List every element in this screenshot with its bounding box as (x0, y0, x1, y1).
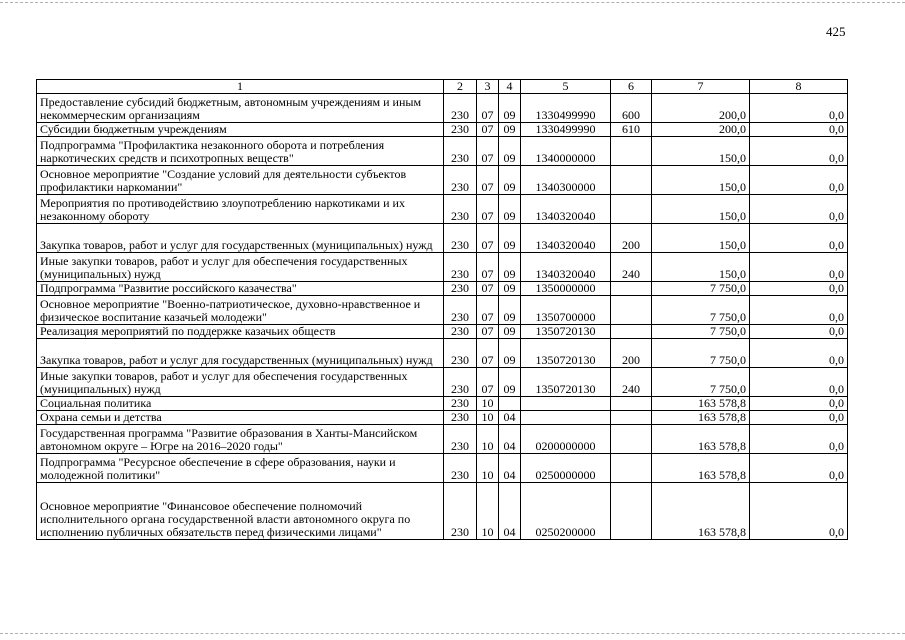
row-name-cell: Закупка товаров, работ и услуг для государственных (муниципальных) нужд (37, 339, 444, 368)
ministry-code-cell: 230 (444, 123, 477, 137)
row-name-cell: Подпрограмма "Развитие российского казачества" (37, 282, 444, 296)
amount-change-cell: 0,0 (750, 195, 848, 224)
table-row (37, 166, 848, 195)
amount-cell: 150,0 (652, 253, 750, 282)
row-name-cell: Закупка товаров, работ и услуг для государственных (муниципальных) нужд (37, 224, 444, 253)
amount-cell: 200,0 (652, 123, 750, 137)
amount-cell: 7 750,0 (652, 282, 750, 296)
subsection-code-cell: 09 (499, 137, 521, 166)
table-row (37, 411, 848, 425)
amount-cell: 150,0 (652, 195, 750, 224)
subsection-code-cell: 09 (499, 123, 521, 137)
target-article-cell: 1330499990 (521, 94, 611, 123)
row-name-cell: Основное мероприятие "Финансовое обеспечение полномочий исполнительного органа государственной власти автономного округа по исполнению публичных обязательств перед физическими лицами" (37, 483, 444, 540)
row-name-cell: Реализация мероприятий по поддержке казачьих обществ (37, 325, 444, 339)
subsection-code-cell: 04 (499, 483, 521, 540)
target-article-cell: 1330499990 (521, 123, 611, 137)
subsection-code-cell: 09 (499, 195, 521, 224)
target-article-cell: 1340300000 (521, 166, 611, 195)
row-name-cell: Подпрограмма "Профилактика незаконного оборота и потребления наркотических средств и психотропных веществ" (37, 137, 444, 166)
row-name-cell: Охрана семьи и детства (37, 411, 444, 425)
target-article-cell: 1350720130 (521, 368, 611, 397)
section-code-cell: 07 (477, 123, 499, 137)
table-row (37, 339, 848, 368)
expense-type-cell: 600 (611, 94, 652, 123)
row-name-cell: Социальная политика (37, 397, 444, 411)
target-article-cell (521, 411, 611, 425)
table-row (37, 253, 848, 282)
amount-change-cell: 0,0 (750, 296, 848, 325)
amount-change-cell: 0,0 (750, 123, 848, 137)
amount-cell: 150,0 (652, 224, 750, 253)
amount-change-cell: 0,0 (750, 166, 848, 195)
section-code-cell: 07 (477, 166, 499, 195)
expense-type-cell (611, 483, 652, 540)
amount-cell: 7 750,0 (652, 325, 750, 339)
row-name-cell: Предоставление субсидий бюджетным, автономным учреждениям и иным некоммерческим организациям (37, 94, 444, 123)
ministry-code-cell: 230 (444, 397, 477, 411)
section-code-cell: 10 (477, 425, 499, 454)
subsection-code-cell: 09 (499, 224, 521, 253)
column-header: 6 (611, 80, 652, 94)
amount-change-cell: 0,0 (750, 253, 848, 282)
subsection-code-cell: 09 (499, 94, 521, 123)
amount-cell: 163 578,8 (652, 411, 750, 425)
row-name-cell: Основное мероприятие "Создание условий для деятельности субъектов профилактики наркомании" (37, 166, 444, 195)
table-row (37, 94, 848, 123)
table-header-row (37, 80, 848, 94)
target-article-cell: 1340320040 (521, 195, 611, 224)
target-article-cell: 1340320040 (521, 253, 611, 282)
table-row (37, 325, 848, 339)
scan-bottom-edge (0, 633, 905, 634)
column-header: 4 (499, 80, 521, 94)
row-name-cell: Государственная программа "Развитие образования в Ханты-Мансийском автономном округе – Югре на 2016–2020 годы" (37, 425, 444, 454)
section-code-cell: 07 (477, 282, 499, 296)
ministry-code-cell: 230 (444, 339, 477, 368)
amount-change-cell: 0,0 (750, 224, 848, 253)
ministry-code-cell: 230 (444, 483, 477, 540)
section-code-cell: 07 (477, 339, 499, 368)
amount-change-cell: 0,0 (750, 454, 848, 483)
table-row (37, 195, 848, 224)
expense-type-cell (611, 454, 652, 483)
amount-cell: 7 750,0 (652, 368, 750, 397)
amount-cell: 163 578,8 (652, 397, 750, 411)
ministry-code-cell: 230 (444, 166, 477, 195)
scan-top-edge (0, 2, 905, 3)
ministry-code-cell: 230 (444, 137, 477, 166)
row-name-cell: Субсидии бюджетным учреждениям (37, 123, 444, 137)
amount-cell: 7 750,0 (652, 296, 750, 325)
subsection-code-cell: 09 (499, 282, 521, 296)
section-code-cell: 07 (477, 296, 499, 325)
section-code-cell: 10 (477, 397, 499, 411)
subsection-code-cell: 09 (499, 368, 521, 397)
expense-type-cell (611, 397, 652, 411)
target-article-cell: 1350000000 (521, 282, 611, 296)
ministry-code-cell: 230 (444, 325, 477, 339)
expense-type-cell: 240 (611, 368, 652, 397)
amount-change-cell: 0,0 (750, 397, 848, 411)
target-article-cell: 0250000000 (521, 454, 611, 483)
amount-cell: 150,0 (652, 137, 750, 166)
section-code-cell: 10 (477, 411, 499, 425)
expense-type-cell (611, 195, 652, 224)
target-article-cell: 1350700000 (521, 296, 611, 325)
amount-change-cell: 0,0 (750, 483, 848, 540)
section-code-cell: 07 (477, 195, 499, 224)
section-code-cell: 07 (477, 325, 499, 339)
target-article-cell: 0250200000 (521, 483, 611, 540)
table-row (37, 397, 848, 411)
budget-table (36, 79, 848, 540)
expense-type-cell: 200 (611, 339, 652, 368)
column-header: 5 (521, 80, 611, 94)
table-row (37, 282, 848, 296)
ministry-code-cell: 230 (444, 454, 477, 483)
ministry-code-cell: 230 (444, 296, 477, 325)
ministry-code-cell: 230 (444, 411, 477, 425)
amount-cell: 163 578,8 (652, 425, 750, 454)
amount-cell: 150,0 (652, 166, 750, 195)
column-header: 8 (750, 80, 848, 94)
subsection-code-cell: 09 (499, 253, 521, 282)
amount-change-cell: 0,0 (750, 411, 848, 425)
section-code-cell: 07 (477, 368, 499, 397)
page-number: 425 (826, 24, 846, 39)
table-row (37, 454, 848, 483)
amount-change-cell: 0,0 (750, 282, 848, 296)
amount-change-cell: 0,0 (750, 368, 848, 397)
section-code-cell: 07 (477, 94, 499, 123)
expense-type-cell: 240 (611, 253, 652, 282)
table-row (37, 368, 848, 397)
row-name-cell: Иные закупки товаров, работ и услуг для обеспечения государственных (муниципальных) нужд (37, 368, 444, 397)
target-article-cell (521, 397, 611, 411)
expense-type-cell (611, 425, 652, 454)
table-row (37, 483, 848, 540)
expense-type-cell (611, 137, 652, 166)
row-name-cell: Мероприятия по противодействию злоупотреблению наркотиками и их незаконному обороту (37, 195, 444, 224)
column-header: 3 (477, 80, 499, 94)
column-header: 7 (652, 80, 750, 94)
ministry-code-cell: 230 (444, 425, 477, 454)
table-row (37, 137, 848, 166)
ministry-code-cell: 230 (444, 224, 477, 253)
amount-cell: 163 578,8 (652, 483, 750, 540)
amount-change-cell: 0,0 (750, 339, 848, 368)
subsection-code-cell: 09 (499, 325, 521, 339)
amount-change-cell: 0,0 (750, 425, 848, 454)
row-name-cell: Основное мероприятие "Военно-патриотическое, духовно-нравственное и физическое воспитание казачьей молодежи" (37, 296, 444, 325)
expense-type-cell (611, 166, 652, 195)
table-row (37, 425, 848, 454)
expense-type-cell: 610 (611, 123, 652, 137)
section-code-cell: 07 (477, 224, 499, 253)
table-row (37, 296, 848, 325)
ministry-code-cell: 230 (444, 195, 477, 224)
table-row (37, 224, 848, 253)
subsection-code-cell: 04 (499, 411, 521, 425)
amount-change-cell: 0,0 (750, 94, 848, 123)
target-article-cell: 1350720130 (521, 325, 611, 339)
section-code-cell: 10 (477, 454, 499, 483)
section-code-cell: 07 (477, 253, 499, 282)
subsection-code-cell: 09 (499, 339, 521, 368)
target-article-cell: 1340320040 (521, 224, 611, 253)
row-name-cell: Подпрограмма "Ресурсное обеспечение в сфере образования, науки и молодежной политики" (37, 454, 444, 483)
ministry-code-cell: 230 (444, 253, 477, 282)
amount-change-cell: 0,0 (750, 325, 848, 339)
subsection-code-cell: 04 (499, 454, 521, 483)
amount-cell: 7 750,0 (652, 339, 750, 368)
amount-cell: 200,0 (652, 94, 750, 123)
target-article-cell: 1350720130 (521, 339, 611, 368)
subsection-code-cell: 04 (499, 425, 521, 454)
expense-type-cell (611, 296, 652, 325)
column-header: 1 (37, 80, 444, 94)
section-code-cell: 07 (477, 137, 499, 166)
table-row (37, 123, 848, 137)
ministry-code-cell: 230 (444, 282, 477, 296)
target-article-cell: 1340000000 (521, 137, 611, 166)
expense-type-cell (611, 282, 652, 296)
expense-type-cell (611, 411, 652, 425)
amount-cell: 163 578,8 (652, 454, 750, 483)
subsection-code-cell (499, 397, 521, 411)
row-name-cell: Иные закупки товаров, работ и услуг для обеспечения государственных (муниципальных) нужд (37, 253, 444, 282)
expense-type-cell (611, 325, 652, 339)
expense-type-cell: 200 (611, 224, 652, 253)
ministry-code-cell: 230 (444, 94, 477, 123)
column-header: 2 (444, 80, 477, 94)
ministry-code-cell: 230 (444, 368, 477, 397)
subsection-code-cell: 09 (499, 166, 521, 195)
target-article-cell: 0200000000 (521, 425, 611, 454)
amount-change-cell: 0,0 (750, 137, 848, 166)
section-code-cell: 10 (477, 483, 499, 540)
subsection-code-cell: 09 (499, 296, 521, 325)
